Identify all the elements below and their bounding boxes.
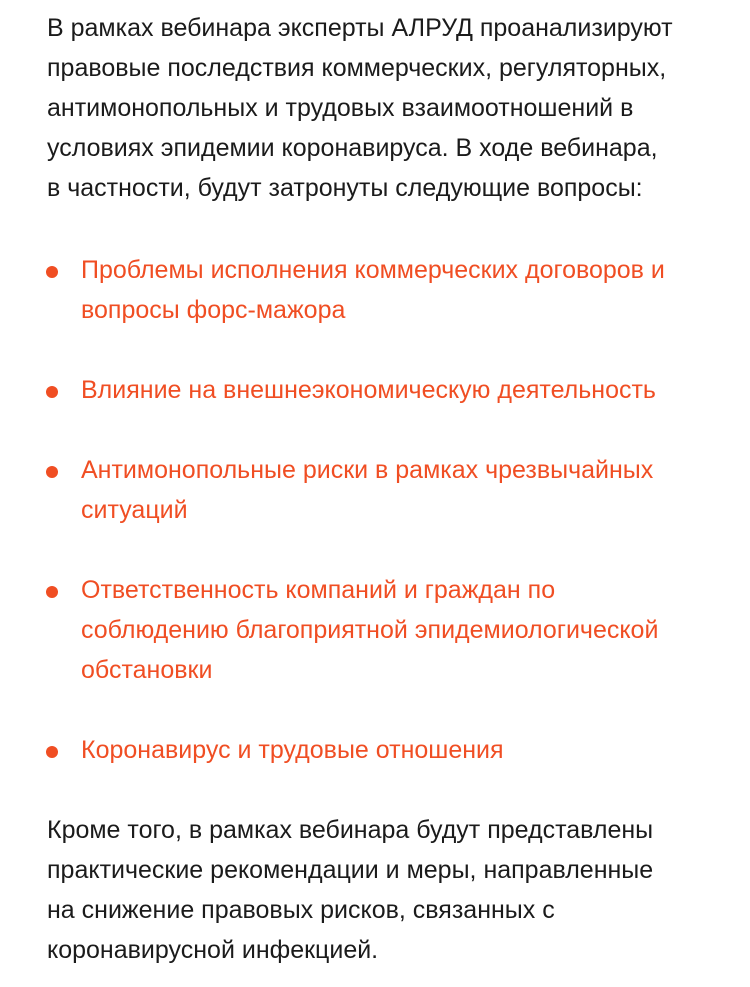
topic-item: [0, 450, 750, 530]
bullet-dot-icon: [46, 266, 58, 278]
intro-line: правовые последствия коммерческих, регуляторных,: [47, 54, 667, 82]
topic-line: ситуаций: [81, 496, 188, 524]
bullet-dot-icon: [46, 466, 58, 478]
topic-line: Антимонопольные риски в рамках чрезвычайных: [81, 456, 654, 484]
topic-line: Влияние на внешнеэкономическую деятельность: [81, 376, 656, 404]
topic-line: вопросы форс-мажора: [81, 296, 346, 324]
topic-text: [81, 570, 750, 690]
outro-line: Кроме того, в рамках вебинара будут представлены: [47, 816, 654, 844]
topic-line: обстановки: [81, 656, 213, 684]
bullet-dot-icon: [46, 746, 58, 758]
topic-text: [81, 250, 750, 330]
topic-line: Ответственность компаний и граждан по: [81, 576, 556, 604]
topic-line: Проблемы исполнения коммерческих договоров и: [81, 256, 665, 284]
topic-item: [0, 250, 750, 330]
outro-line: практические рекомендации и меры, направленные: [47, 856, 654, 884]
outro-line: на снижение правовых рисков, связанных с: [47, 896, 555, 924]
topics-list: [0, 250, 750, 810]
outro-line: коронавирусной инфекцией.: [47, 936, 379, 964]
closing-paragraph: [47, 810, 727, 970]
topic-line: соблюдению благоприятной эпидемиологической: [81, 616, 659, 644]
topic-item: [0, 570, 750, 690]
intro-line: в частности, будут затронуты следующие вопросы:: [47, 174, 643, 202]
topic-text: [81, 370, 750, 410]
intro-line: условиях эпидемии коронавируса. В ходе вебинара,: [47, 134, 658, 162]
bullet-dot-icon: [46, 386, 58, 398]
intro-paragraph: [47, 8, 727, 208]
intro-line: В рамках вебинара эксперты АЛРУД проанализируют: [47, 14, 673, 42]
intro-line: антимонопольных и трудовых взаимоотношений в: [47, 94, 634, 122]
topic-text: [81, 730, 750, 770]
topic-item: [0, 730, 750, 770]
topic-item: [0, 370, 750, 410]
bullet-dot-icon: [46, 586, 58, 598]
topic-line: Коронавирус и трудовые отношения: [81, 736, 504, 764]
topic-text: [81, 450, 750, 530]
